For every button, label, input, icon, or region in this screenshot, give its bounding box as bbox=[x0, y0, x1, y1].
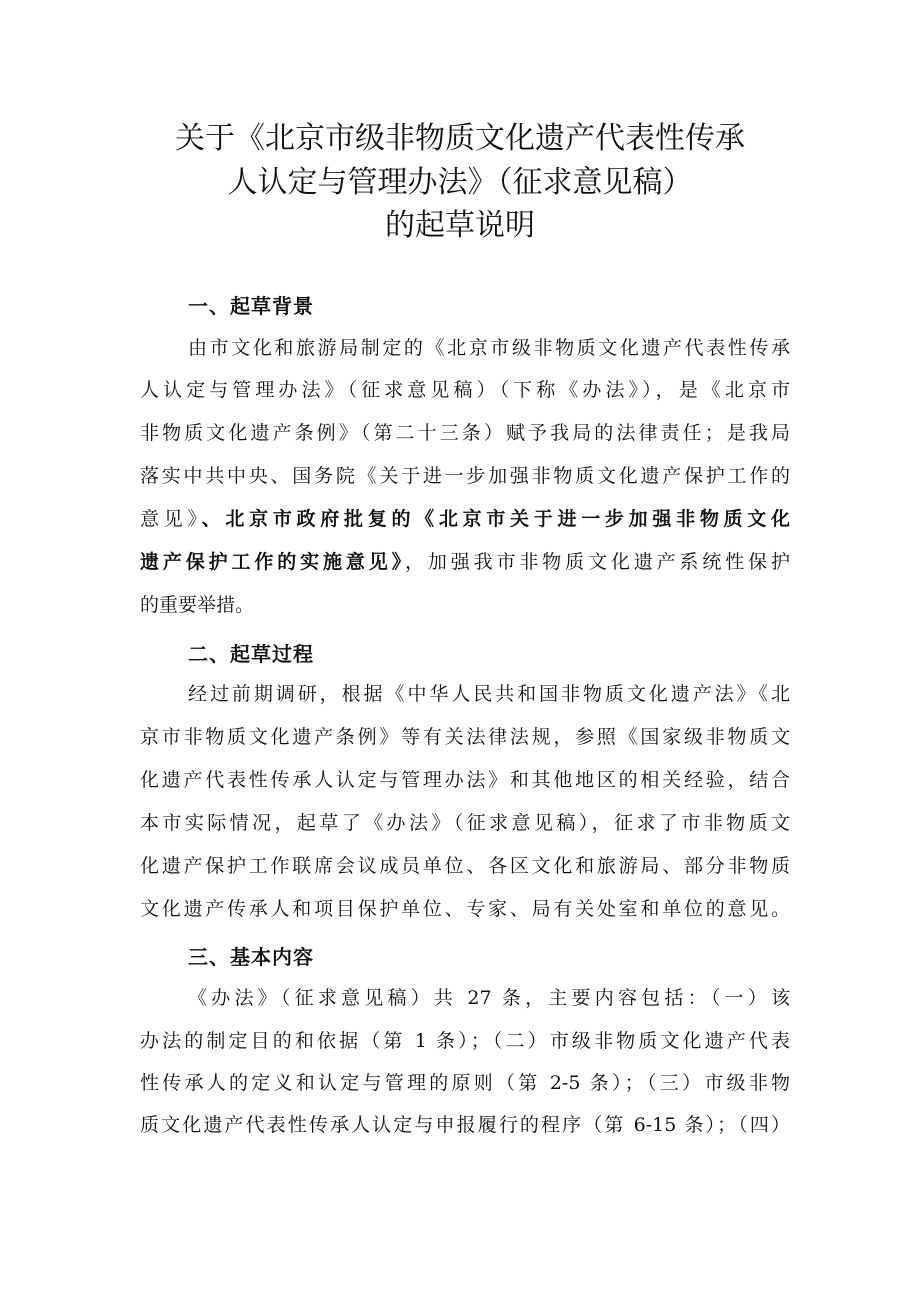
section-heading-background: 一、起草背景 bbox=[188, 294, 314, 318]
paragraph-line bbox=[140, 507, 790, 531]
document-title-line-1: 关于《北京市级非物质文化遗产代表性传承 bbox=[175, 121, 745, 156]
paragraph-text: 意见》 bbox=[140, 508, 202, 530]
paragraph-line: 办法的制定目的和依据（第 1 条）；（二）市级非物质文化遗产代表 bbox=[140, 1030, 790, 1052]
paragraph-line: 质文化遗产代表性传承人认定与申报履行的程序（第 6-15 条）；（四） bbox=[140, 1114, 790, 1136]
paragraph-text: ，加强我市非物质文化遗产系统性保护 bbox=[405, 551, 790, 573]
emphasized-text: 遗产保护工作的实施意见》 bbox=[140, 551, 405, 573]
paragraph-line: 文化遗产传承人和项目保护单位、专家、局有关处室和单位的意见。 bbox=[140, 898, 790, 920]
document-title-line-2: 人认定与管理办法》（征求意见稿） bbox=[227, 165, 693, 200]
paragraph-line: 京市非物质文化遗产条例》等有关法律法规，参照《国家级非物质文 bbox=[140, 726, 790, 748]
paragraph-line: 人认定与管理办法》（征求意见稿）（下称《办法》），是《北京市 bbox=[140, 379, 790, 401]
paragraph-line: 非物质文化遗产条例》（第二十三条）赋予我局的法律责任；是我局 bbox=[140, 422, 790, 444]
document-title-line-3: 的起草说明 bbox=[385, 208, 535, 243]
paragraph-line: 落实中共中央、国务院《关于进一步加强非物质文化遗产保护工作的 bbox=[140, 465, 790, 487]
paragraph-line: 性传承人的定义和认定与管理的原则（第 2-5 条）；（三）市级非物 bbox=[140, 1072, 790, 1094]
section-heading-content: 三、基本内容 bbox=[188, 945, 314, 969]
paragraph-line: 经过前期调研，根据《中华人民共和国非物质文化遗产法》《北 bbox=[188, 683, 790, 705]
paragraph-line bbox=[140, 550, 790, 574]
paragraph-line: 《办法》（征求意见稿）共 27 条，主要内容包括：（一）该 bbox=[188, 987, 790, 1009]
paragraph-line: 化遗产代表性传承人认定与管理办法》和其他地区的相关经验，结合 bbox=[140, 769, 790, 791]
paragraph-line: 本市实际情况，起草了《办法》（征求意见稿），征求了市非物质文 bbox=[140, 812, 790, 834]
emphasized-text: 、北京市政府批复的《北京市关于进一步加强非物质文化 bbox=[201, 508, 790, 530]
paragraph-line: 化遗产保护工作联席会议成员单位、各区文化和旅游局、部分非物质 bbox=[140, 855, 790, 877]
paragraph-line: 由市文化和旅游局制定的《北京市级非物质文化遗产代表性传承 bbox=[188, 337, 790, 359]
section-heading-process: 二、起草过程 bbox=[188, 642, 314, 666]
paragraph-line: 的重要举措。 bbox=[140, 594, 255, 616]
